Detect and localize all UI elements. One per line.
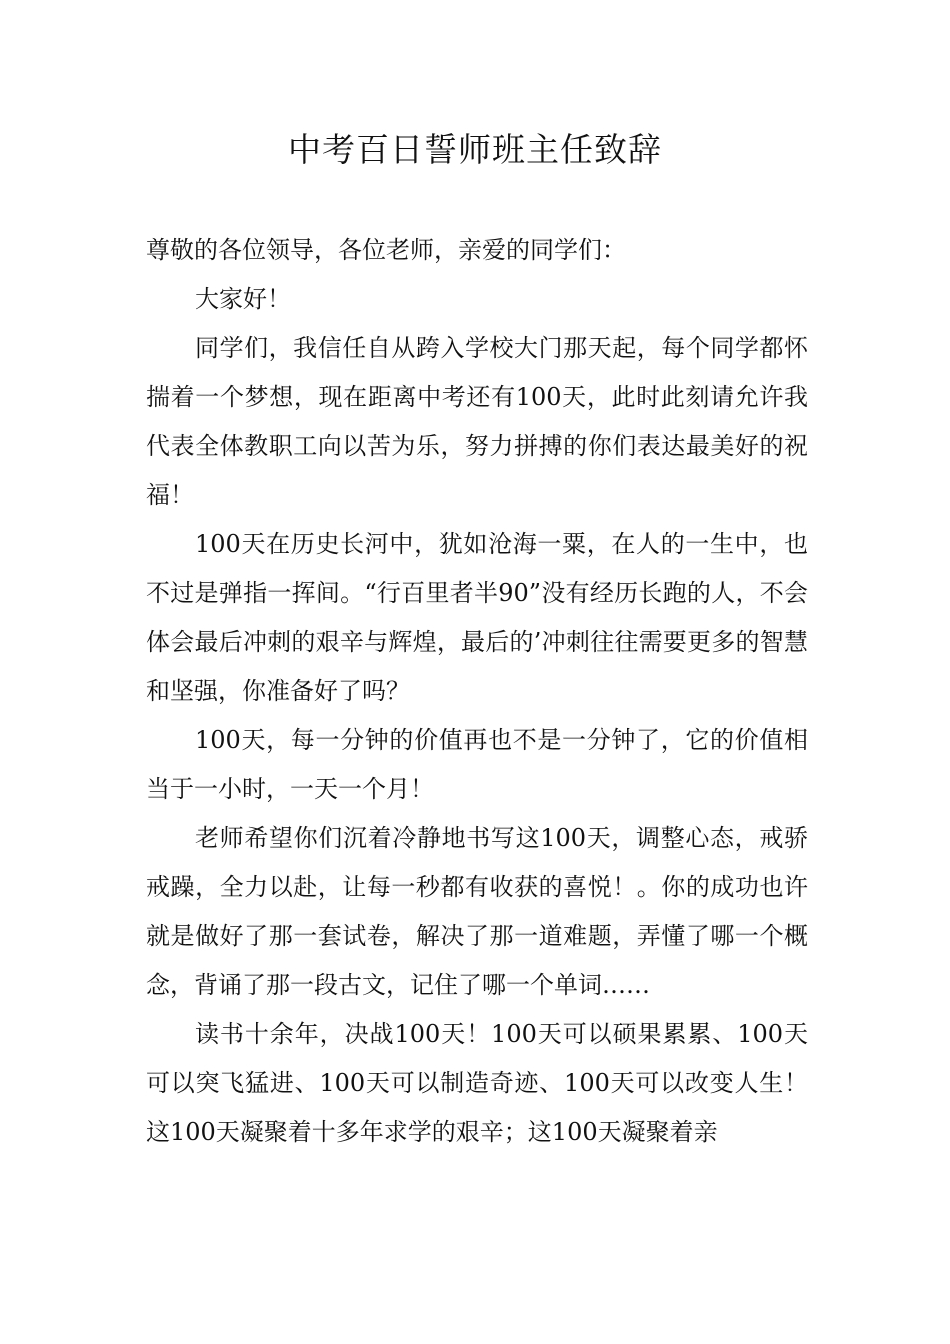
document-body	[146, 226, 808, 1157]
salutation: 尊敬的各位领导，各位老师，亲爱的同学们：	[146, 236, 626, 264]
paragraph: 读书十余年，决战100天！100天可以硕果累累、100天可以突飞猛进、100天可以制造奇迹、100天可以改变人生！这100天凝聚着十多年求学的艰辛；这100天凝聚着亲	[146, 1020, 808, 1146]
paragraph: 100天，每一分钟的价值再也不是一分钟了，它的价值相当于一小时，一天一个月！	[146, 726, 808, 803]
paragraph: 老师希望你们沉着冷静地书写这100天，调整心态，戒骄戒躁，全力以赴，让每一秒都有收获的喜悦！。你的成功也许就是做好了那一套试卷，解决了那一道难题，弄懂了哪一个概念，背诵了那一段古文，记住了哪一个单词……	[146, 824, 808, 999]
paragraph: 大家好！	[195, 285, 291, 313]
document-title: 中考百日誓师班主任致辞	[288, 130, 662, 169]
paragraph: 同学们，我信任自从跨入学校大门那天起，每个同学都怀揣着一个梦想，现在距离中考还有100天，此时此刻请允许我代表全体教职工向以苦为乐，努力拼搏的你们表达最美好的祝福！	[146, 334, 808, 509]
paragraph: 100天在历史长河中，犹如沧海一粟，在人的一生中，也不过是弹指一挥间。“行百里者半90”没有经历长跑的人，不会体会最后冲刺的艰辛与辉煌，最后的’冲刺往往需要更多的智慧和坚强，你准备好了吗？	[146, 530, 808, 705]
